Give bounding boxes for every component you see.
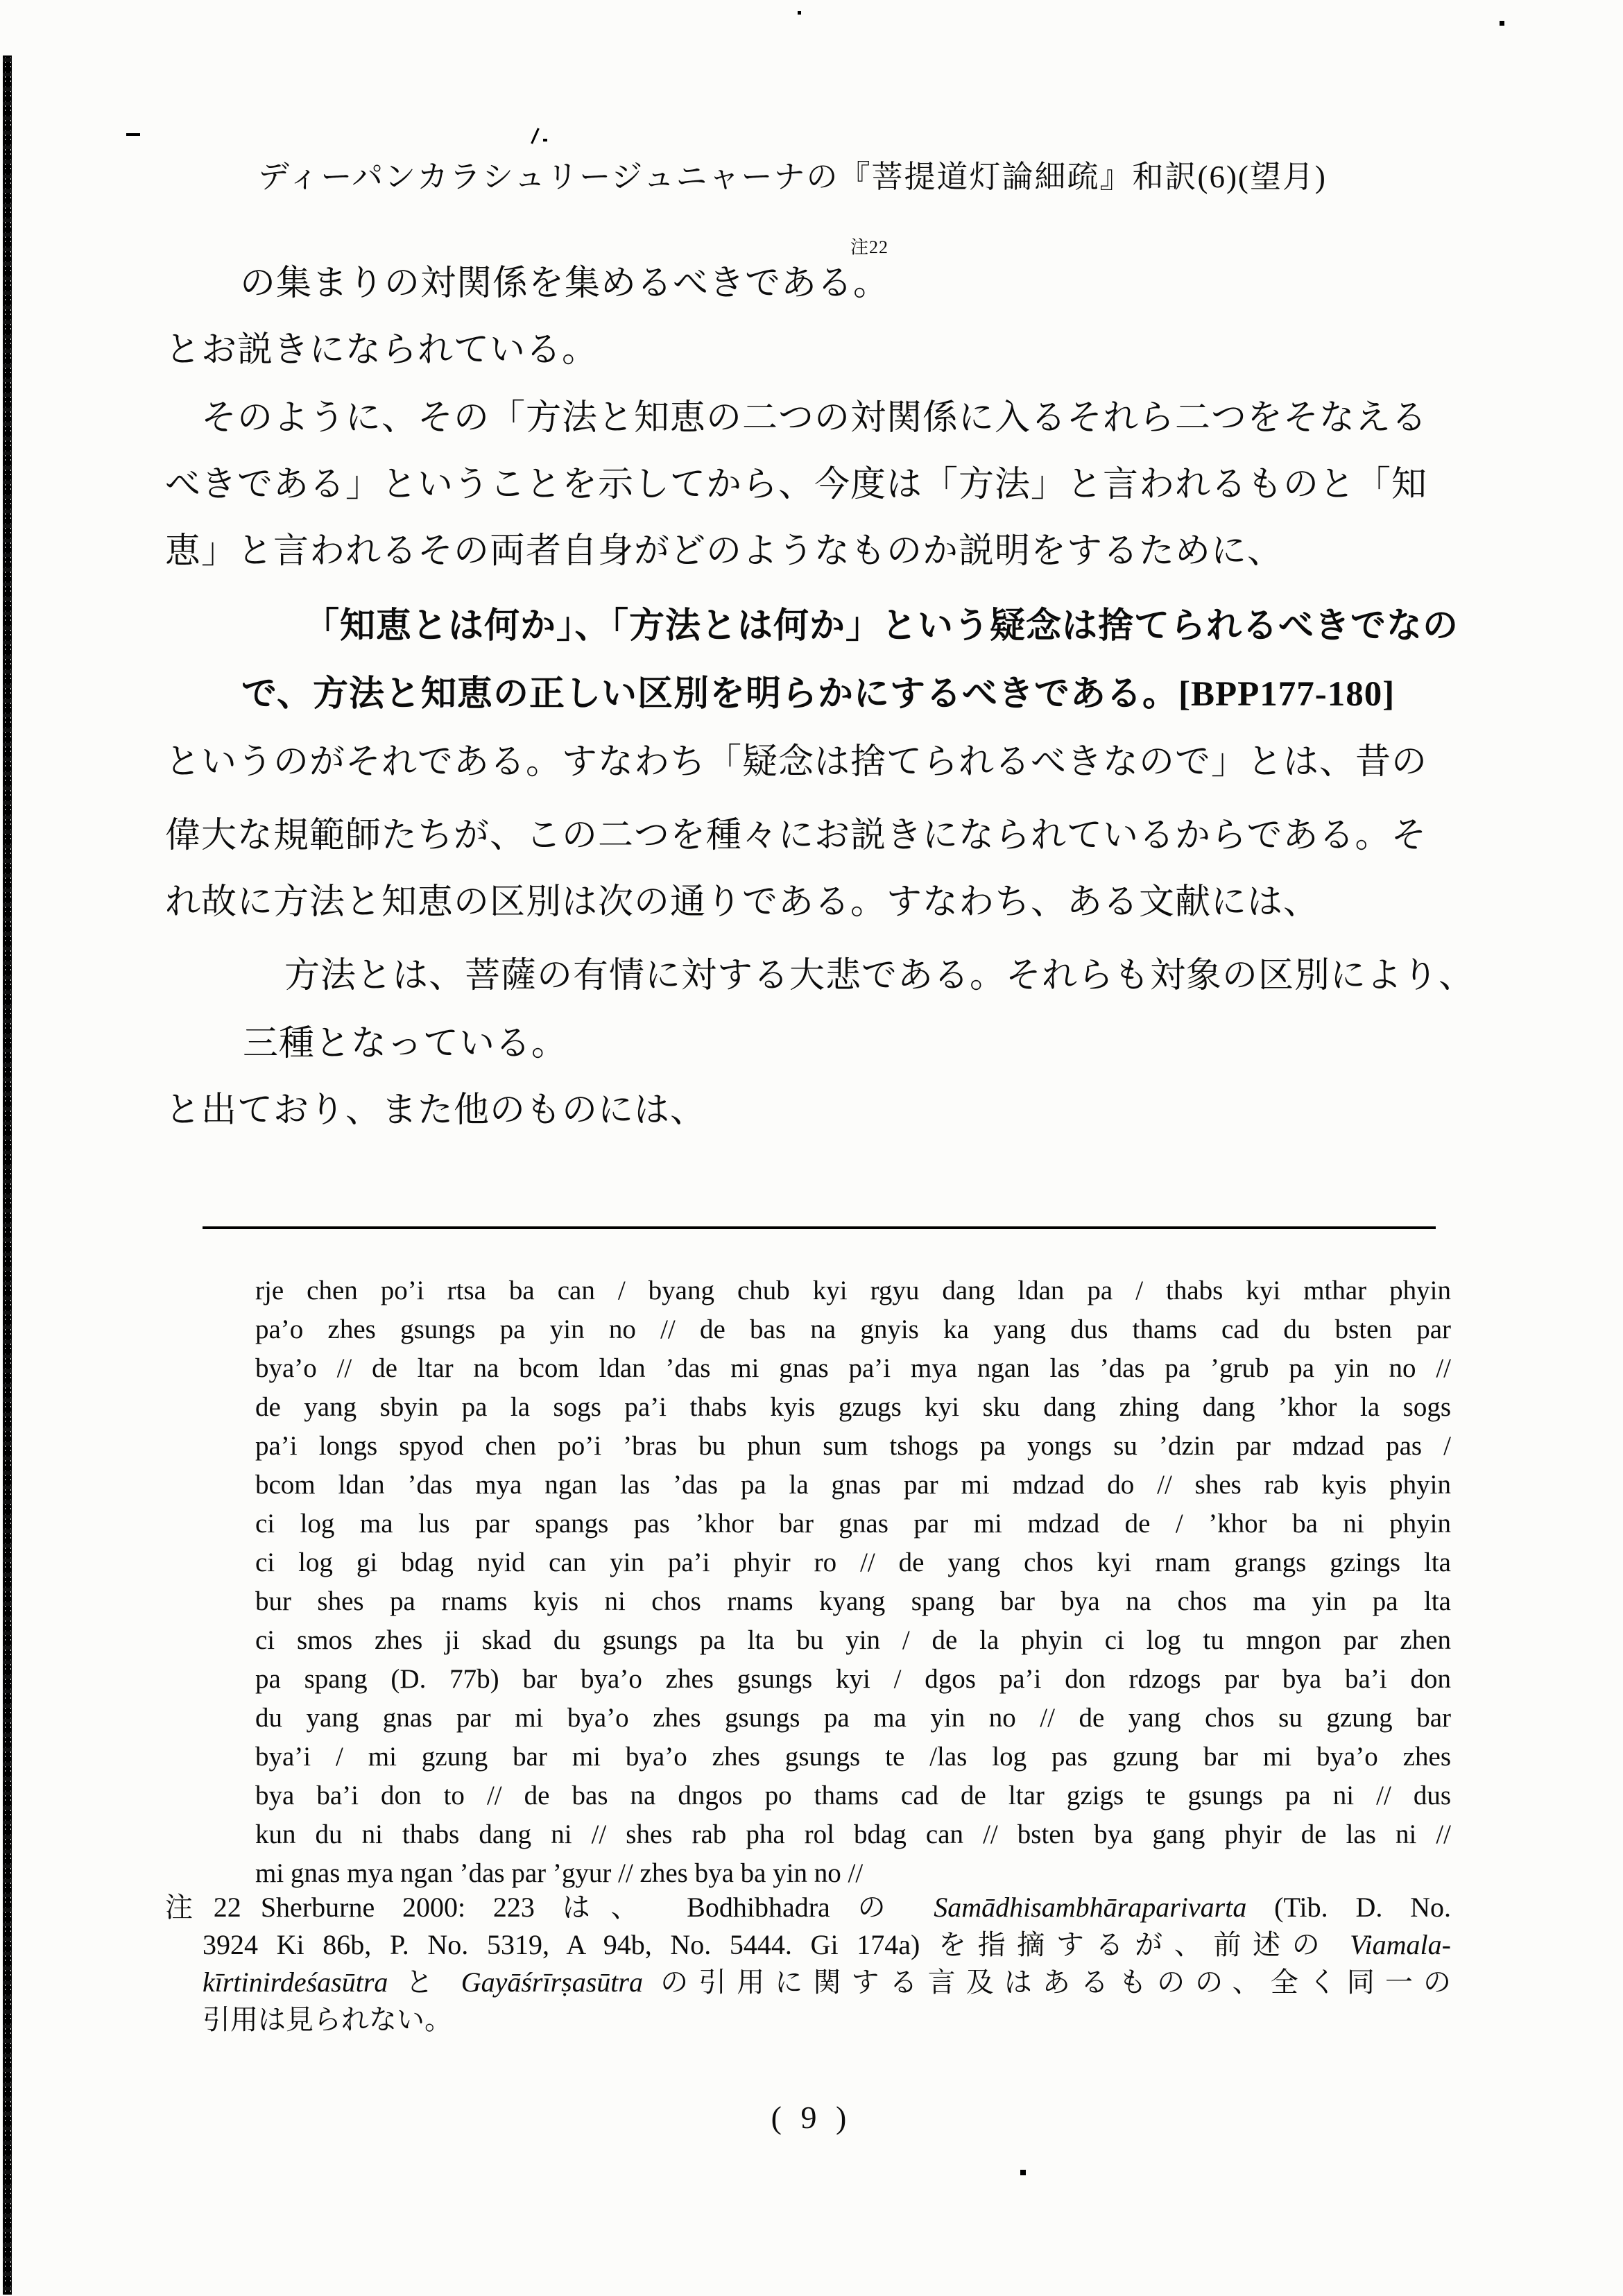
tibetan-line: ci log ma lus par spangs pas ’khor bar gnas par mi mdzad de / ’khor ba ni phyin	[255, 1509, 1451, 1539]
body-line-quote: 方法とは、菩薩の有情に対する大悲である。それらも対象の区別により、	[284, 957, 1475, 995]
body-line: そのように、その「方法と知恵の二つの対関係に入るそれら二つをそなえる	[201, 399, 1428, 438]
scan-speck	[531, 128, 540, 144]
work-title-italic: Samādhisambhāraparivarta	[934, 1892, 1247, 1923]
body-line: 偉大な規範師たちが、この二つを種々にお説きになられているからである。そ	[165, 816, 1427, 855]
tibetan-line: pa spang (D. 77b) bar bya’o zhes gsungs kyi / dgos pa’i don rdzogs par bya ba’i don	[255, 1664, 1451, 1694]
tibetan-quotation-block	[255, 1274, 1451, 1895]
body-line-emphasized: で、方法と知恵の正しい区別を明らかにするべきである。[BPP177-180]	[241, 675, 1396, 714]
body-line: とお説きになられている。	[165, 331, 599, 370]
body-line: というのがそれである。すなわち「疑念は捨てられるべきなので」とは、昔の	[165, 743, 1428, 782]
page-title: ディーパンカラシュリージュニャーナの『菩提道灯論細疏』和訳(6)(望月)	[258, 160, 1327, 194]
body-line-emphasized: 「知恵とは何か」、「方法とは何か」という疑念は捨てられるべきでなの	[304, 607, 1459, 646]
tibetan-line: pa’o zhes gsungs pa yin no // de bas na gnyis ka yang dus thams cad du bsten par	[255, 1314, 1451, 1344]
tibetan-line: bya ba’i don to // de bas na dngos po thams cad de ltar gzigs te gsungs pa ni // dus	[255, 1781, 1451, 1810]
tibetan-line: de yang sbyin pa la sogs pa’i thabs kyis gzugs kyi sku dang zhing dang ’khor la sogs	[255, 1392, 1451, 1422]
tibetan-line: rje chen po’i rtsa ba can / byang chub kyi rgyu dang ldan pa / thabs kyi mthar phyin	[255, 1276, 1451, 1305]
work-title-italic: kīrtinirdeśasūtra	[203, 1967, 388, 1998]
footnote-text: と	[405, 1967, 444, 1998]
tibetan-line: bya’i / mi gzung bar mi bya’o zhes gsungs te /las log pas gzung bar mi bya’o zhes	[255, 1742, 1451, 1772]
footnote-line	[203, 1927, 1451, 1964]
tibetan-line: ci log gi bdag nyid can yin pa’i phyir ro // de yang chos kyi rnam grangs gzings lta	[255, 1548, 1451, 1577]
footnote-number-label: 注22	[165, 1892, 241, 1923]
footnote-text: Sherburne 2000: 223 は、 Bodhibhadra の	[260, 1892, 907, 1923]
scan-speck	[1500, 21, 1504, 26]
scan-edge-artifact	[3, 55, 12, 2295]
body-line: の集まりの対関係を集めるべきである。	[240, 264, 890, 303]
body-line: 恵」と言われるその両者自身がどのようなものか説明をするために、	[165, 532, 1284, 571]
footnote-text: (Tib. D. No.	[1274, 1892, 1452, 1923]
footnote-line	[165, 1890, 1451, 1927]
footnote-separator	[203, 1226, 1436, 1229]
work-title-italic: Gayāśrīrṣasūtra	[461, 1967, 643, 1998]
body-line: べきである」ということを示してから、今度は「方法」と言われるものと「知	[165, 465, 1428, 504]
tibetan-line: bcom ldan ’das mya ngan las ’das pa la gnas par mi mdzad do // shes rab kyis phyin	[255, 1470, 1451, 1500]
tibetan-line: bur shes pa rnams kyis ni chos rnams kyang spang bar bya na chos ma yin pa lta	[255, 1586, 1451, 1616]
scan-speck	[1020, 2170, 1026, 2175]
tibetan-line: bya’o // de ltar na bcom ldan ’das mi gnas pa’i mya ngan las ’das pa ’grub pa yin no //	[255, 1353, 1451, 1383]
page-number: ( 9 )	[771, 2100, 852, 2135]
tibetan-line: mi gnas mya ngan ’das par ’gyur // zhes bya ba yin no //	[255, 1858, 864, 1888]
tibetan-line: kun du ni thabs dang ni // shes rab pha rol bdag can // bsten bya gang phyir de las ni //	[255, 1819, 1451, 1849]
tibetan-line: ci smos zhes ji skad du gsungs pa lta bu yin / de la phyin ci log tu mngon par zhen	[255, 1625, 1451, 1655]
tibetan-line: pa’i longs spyod chen po’i ’bras bu phun sum tshogs pa yongs su ’dzin par mdzad pas /	[255, 1431, 1451, 1461]
footnote-text: 3924 Ki 86b, P. No. 5319, A 94b, No. 5444. Gi 174a) を指摘するが、前述の	[203, 1929, 1332, 1960]
scan-speck	[798, 11, 801, 15]
footnote-block	[165, 1890, 1451, 2039]
footnote-line: 引用は見られない。	[203, 2004, 452, 2035]
work-title-italic: Viamala-	[1350, 1929, 1451, 1960]
body-line: れ故に方法と知恵の区別は次の通りである。すなわち、ある文献には、	[165, 883, 1320, 922]
footnote-line	[203, 1964, 1451, 2002]
body-line-quote: 三種となっている。	[243, 1025, 568, 1063]
body-line: と出ており、また他のものには、	[165, 1091, 707, 1130]
footnote-ref-superscript: 注22	[850, 237, 889, 257]
scan-speck	[126, 133, 140, 136]
footnote-text: の引用に関する言及はあるものの、全く同一の	[660, 1967, 1452, 1998]
tibetan-line: du yang gnas par mi bya’o zhes gsungs pa ma yin no // de yang chos su gzung bar	[255, 1703, 1451, 1733]
scan-speck	[543, 139, 547, 142]
